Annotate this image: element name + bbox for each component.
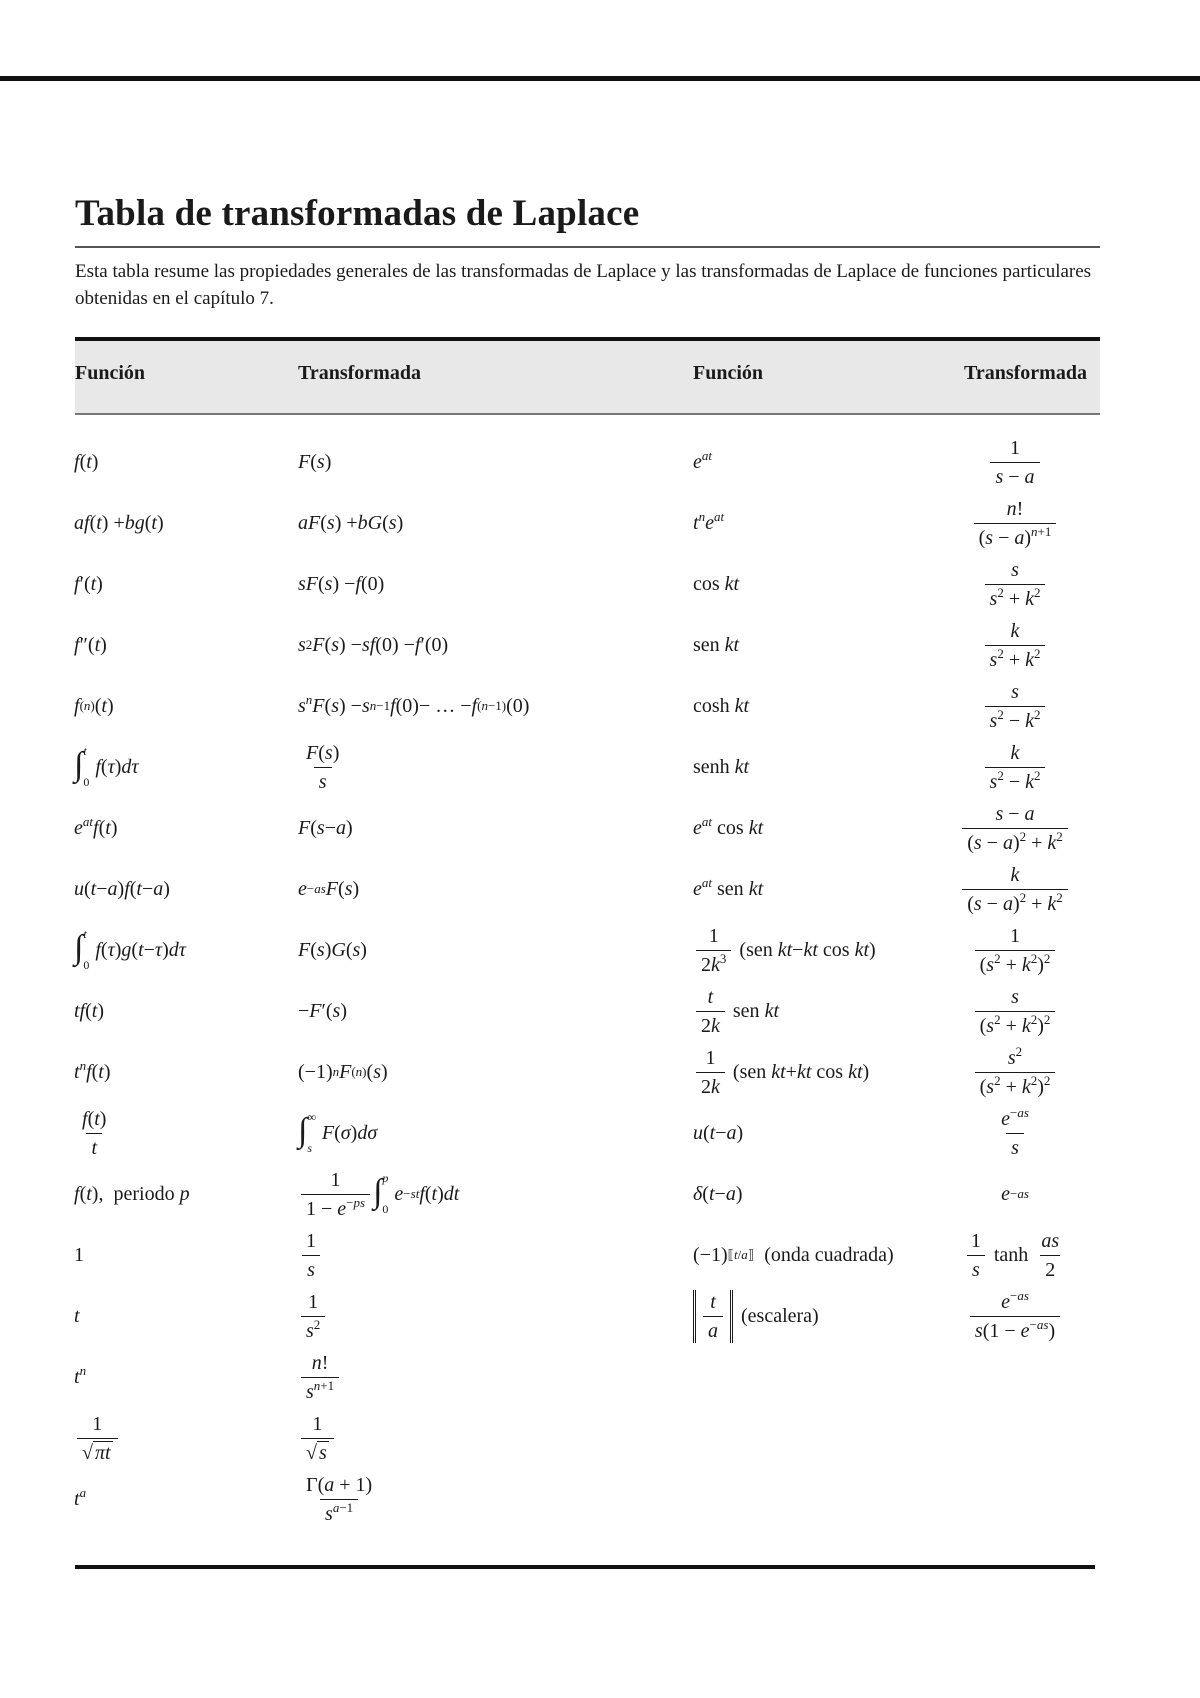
onda-cuadrada-label: (onda cuadrada) (764, 1243, 894, 1266)
cos-label: cos (717, 816, 744, 839)
table-cell: $s^nF$ ( s ) − s n−1 f (0)− … − f (n−1) (0) (298, 691, 530, 717)
table-cell: − F ′( s ) (298, 999, 348, 1022)
bottom-rule (75, 1565, 1095, 1569)
cosh-label: cosh (693, 694, 730, 717)
table-cell: $\frac{n!}{(s - a)^{n+1}}$ (955, 494, 1075, 552)
table-cell: F ( s ) G ( s ) (298, 938, 367, 961)
table-cell: (−1) ⟦t/a⟧ (onda cuadrada) (693, 1243, 894, 1266)
table-cell: t (74, 1304, 80, 1327)
table-cell: $\frac{s}{(s^2 + k^2)^2}$ (955, 982, 1075, 1040)
table-cell: $\frac{\Gamma(a + 1)}{s^{a-1}}$ (306, 1473, 373, 1525)
table-cell: $\frac{k}{(s - a)^2 + k^2}$ (955, 860, 1075, 918)
table-cell: δ ( t − a ) (693, 1182, 743, 1205)
table-cell: ∫ ∞ s F ( σ ) dσ (298, 1110, 378, 1155)
table-cell: $\frac{1}{s}$ (298, 1226, 324, 1284)
table-cell: f (n) ( t ) (74, 694, 114, 717)
table-cell: $e^{at}f$ ( t ) (74, 813, 118, 839)
table-cell: f ( t ) (74, 450, 99, 473)
table-cell: tf ( t ) (74, 999, 105, 1022)
sen-label: sen (693, 633, 720, 656)
sen-label: sen (739, 1060, 767, 1083)
table-cell: $\frac{t}{a}$ (escalera) (693, 1287, 819, 1345)
table-cell: 1 (74, 1243, 84, 1266)
table-cell: senh kt (693, 755, 750, 778)
table-cell: ∫ t 0 f ( τ ) g ( t − τ ) dτ (74, 927, 186, 972)
table-cell: $\frac{f(t)}{t}$ (82, 1107, 107, 1159)
table-cell: e −as (1001, 1182, 1029, 1205)
table-cell: sen kt (693, 633, 740, 656)
table-cell: af ( t ) + bg ( t ) (74, 511, 164, 534)
escalera-label: (escalera) (741, 1304, 819, 1327)
header-transformada-2: Transformada (964, 362, 1087, 384)
table-cell: aF ( s ) + bG ( s ) (298, 511, 404, 534)
table-cell: F ( s ) (298, 450, 332, 473)
table-cell: $\frac{1}{√ s}$ (298, 1409, 337, 1467)
periodo-label: periodo (113, 1182, 175, 1205)
table-cell: f ′( t ) (74, 572, 103, 595)
header-transformada-1: Transformada (298, 362, 421, 384)
table-cell: $\frac{1}{s - a}$ (955, 433, 1075, 491)
table-cell: $\frac{t}{2k}$ sen kt (693, 982, 779, 1040)
sen-label: sen (717, 877, 744, 900)
header-funcion-2: Función (693, 362, 764, 384)
table-cell: $\frac{s^2}{(s^2 + k^2)^2}$ (955, 1043, 1075, 1101)
header-funcion-1: Función (75, 362, 146, 384)
table-cell: $\frac{e^{-as}}{s(1 - e^{-as})}$ (955, 1287, 1075, 1345)
table-cell: cosh kt (693, 694, 750, 717)
table-cell: f ( t ), periodo p (74, 1182, 190, 1205)
table-cell: $e^{at}$ cos kt (693, 813, 764, 839)
table-cell: $\frac{n!}{s^{n+1}}$ (298, 1348, 342, 1406)
table-cell: s 2 F ( s ) − sf (0) − f ′(0) (298, 633, 449, 656)
cos-label: cos (693, 572, 720, 595)
tanh-label: tanh (993, 1243, 1029, 1266)
top-rule (0, 76, 1200, 81)
table-cell: $t^ne^{at}$ (693, 508, 725, 534)
table-cell: F ( s − a ) (298, 816, 353, 839)
table-cell: $\frac{1}{√ \pi t}$ (74, 1409, 121, 1467)
cos-label: cos (816, 1060, 844, 1083)
table-cell: $t^nf$ ( t ) (74, 1057, 111, 1083)
table-cell: cos kt (693, 572, 740, 595)
table-cell: $t^a$ (74, 1484, 87, 1510)
table-cell: $\frac{s - a}{(s - a)^2 + k^2}$ (955, 799, 1075, 857)
intro-paragraph: Esta tabla resume las propiedades generales de las transformadas de Laplace y las transformadas de Laplace de funciones particulares obtenidas en el capítulo 7. (75, 261, 1092, 309)
senh-label: senh (693, 755, 730, 778)
table-cell: $\frac{1}{1 - e^{-ps}}$ ∫ p 0 e −st f ( t ) dt (298, 1165, 459, 1223)
table-cell: u ( t − a ) f ( t − a ) (74, 877, 170, 900)
table-cell: $\frac{s}{s^2 + k^2}$ (955, 555, 1075, 613)
table-cell: $\frac{e^{-as}}{s}$ (1001, 1104, 1029, 1159)
table-cell: $\frac{1}{2k^3}$ ( sen kt − kt cos kt ) (693, 921, 876, 979)
table-cell: $\frac{k}{s^2 + k^2}$ (955, 616, 1075, 674)
page-title: Tabla de transformadas de Laplace (75, 193, 640, 234)
table-cell: f ″( t ) (74, 633, 107, 656)
cos-label: cos (822, 938, 850, 961)
table-cell: e −as F ( s ) (298, 877, 360, 900)
table-cell: $\frac{1}{2k}$ ( sen kt + kt cos kt ) (693, 1043, 869, 1101)
table-header (75, 337, 1100, 415)
table-cell: sF ( s ) − f (0) (298, 572, 385, 595)
title-rule (75, 246, 1100, 248)
table-cell: ∫ t 0 f ( τ ) dτ (74, 744, 139, 789)
table-cell: $e^{at}$ sen kt (693, 874, 764, 900)
table-cell: $\frac{s}{s^2 - k^2}$ (955, 677, 1075, 735)
table-cell: $\frac{1}{s}$ tanh $\frac{as}{2}$ (955, 1226, 1075, 1284)
table-cell: u ( t − a ) (693, 1121, 744, 1144)
table-cell: $\frac{1}{(s^2 + k^2)^2}$ (955, 921, 1075, 979)
table-cell: $e^{at}$ (693, 447, 713, 473)
table-cell: $t^n$ (74, 1362, 87, 1388)
table-cell: $\frac{F(s)}{s}$ (306, 741, 340, 793)
table-cell: $\frac{k}{s^2 - k^2}$ (955, 738, 1075, 796)
table-cell: $\frac{1}{s^2}$ (298, 1287, 328, 1345)
table-cell: (−1) n F (n) ( s ) (298, 1060, 388, 1083)
sen-label: sen (746, 938, 773, 961)
sen-label: sen (732, 999, 760, 1022)
